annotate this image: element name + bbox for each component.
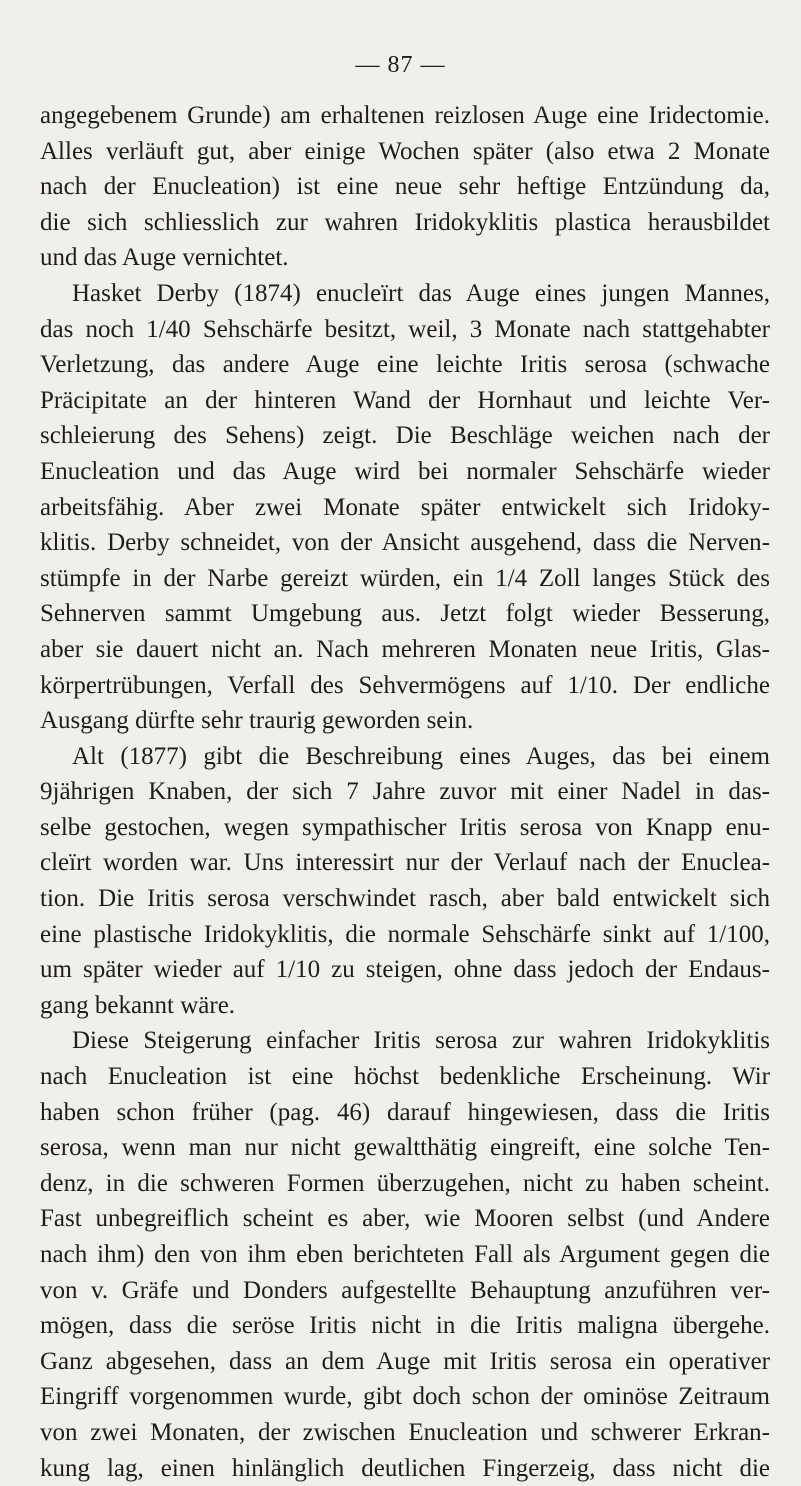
text-line: Ganz abgesehen, dass an dem Auge mit Iritis serosa ein operativer [40, 1347, 770, 1375]
text-line: eine plastische Iridokyklitis, die normale Sehschärfe sinkt auf 1/100, [40, 920, 770, 948]
text-line: Fast unbegreiflich scheint es aber, wie Mooren selbst (und Andere [40, 1205, 770, 1233]
text-line: serosa, wenn man nur nicht gewaltthätig eingreift, eine solche Ten- [40, 1134, 770, 1162]
text-line: Enucleation und das Auge wird bei normaler Sehschärfe wieder [40, 457, 770, 485]
text-line: nach der Enucleation) ist eine neue sehr heftige Entzündung da, [40, 173, 770, 201]
text-line: klitis. Derby schneidet, von der Ansicht ausgehend, dass die Nerven- [40, 529, 770, 557]
text-line: das noch 1/40 Sehschärfe besitzt, weil, 3 Monate nach stattgehabter [40, 315, 770, 343]
page-number: — 87 — [355, 52, 446, 78]
text-line: gang bekannt wäre. [40, 991, 236, 1019]
text-line: denz, in die schweren Formen überzugehen, nicht zu haben scheint. [40, 1169, 770, 1197]
text-line: 9jährigen Knaben, der sich 7 Jahre zuvor mit einer Nadel in das- [40, 778, 770, 806]
text-line: Hasket Derby (1874) enucleïrt das Auge eines jungen Mannes, [72, 279, 770, 307]
text-line: um später wieder auf 1/10 zu steigen, ohne dass jedoch der Endaus- [40, 956, 770, 984]
text-line: schleierung des Sehens) zeigt. Die Beschläge weichen nach der [40, 422, 770, 450]
text-line: selbe gestochen, wegen sympathischer Iritis serosa von Knapp enu- [40, 813, 770, 841]
text-line: Alt (1877) gibt die Beschreibung eines Auges, das bei einem [72, 742, 770, 770]
text-line: Präcipitate an der hinteren Wand der Hornhaut und leichte Ver- [40, 386, 770, 414]
text-line: mögen, dass die seröse Iritis nicht in die Iritis maligna übergehe. [40, 1312, 770, 1340]
text-line: aber sie dauert nicht an. Nach mehreren Monaten neue Iritis, Glas- [40, 635, 770, 663]
text-line: cleïrt worden war. Uns interessirt nur der Verlauf nach der Enuclea- [40, 849, 770, 877]
text-line: Ausgang dürfte sehr traurig geworden sein. [40, 707, 474, 735]
text-line: Eingriff vorgenommen wurde, gibt doch schon der ominöse Zeitraum [40, 1383, 770, 1411]
text-line: körpertrübungen, Verfall des Sehvermögens auf 1/10. Der endliche [40, 671, 770, 699]
text-line: haben schon früher (pag. 46) darauf hingewiesen, dass die Iritis [40, 1098, 770, 1126]
text-line: Alles verläuft gut, aber einige Wochen später (also etwa 2 Monate [40, 137, 770, 165]
text-line: Diese Steigerung einfacher Iritis serosa zur wahren Iridokyklitis [72, 1027, 770, 1055]
text-line: tion. Die Iritis serosa verschwindet rasch, aber bald entwickelt sich [40, 885, 770, 913]
text-line: angegebenem Grunde) am erhaltenen reizlosen Auge eine Iridectomie. [40, 102, 770, 129]
text-line: kung lag, einen hinlänglich deutlichen Fingerzeig, dass nicht die [40, 1454, 770, 1482]
text-line: von zwei Monaten, der zwischen Enucleation und schwerer Erkran- [40, 1418, 770, 1446]
text-line: die sich schliesslich zur wahren Iridokyklitis plastica herausbildet [40, 208, 770, 236]
text-line: von v. Gräfe und Donders aufgestellte Behauptung anzuführen ver- [40, 1276, 770, 1304]
text-line: arbeitsfähig. Aber zwei Monate später entwickelt sich Iridoky- [40, 493, 770, 521]
text-line: stümpfe in der Narbe gereizt würden, ein 1/4 Zoll langes Stück des [40, 564, 770, 592]
text-line: Verletzung, das andere Auge eine leichte Iritis serosa (schwache [40, 351, 770, 379]
body-text [40, 98, 770, 1486]
text-line: Sehnerven sammt Umgebung aus. Jetzt folgt wieder Besserung, [40, 600, 770, 628]
text-line: nach Enucleation ist eine höchst bedenkliche Erscheinung. Wir [40, 1063, 770, 1091]
text-line: nach ihm) den von ihm eben berichteten Fall als Argument gegen die [40, 1241, 770, 1268]
text-line: und das Auge vernichtet. [40, 244, 289, 272]
